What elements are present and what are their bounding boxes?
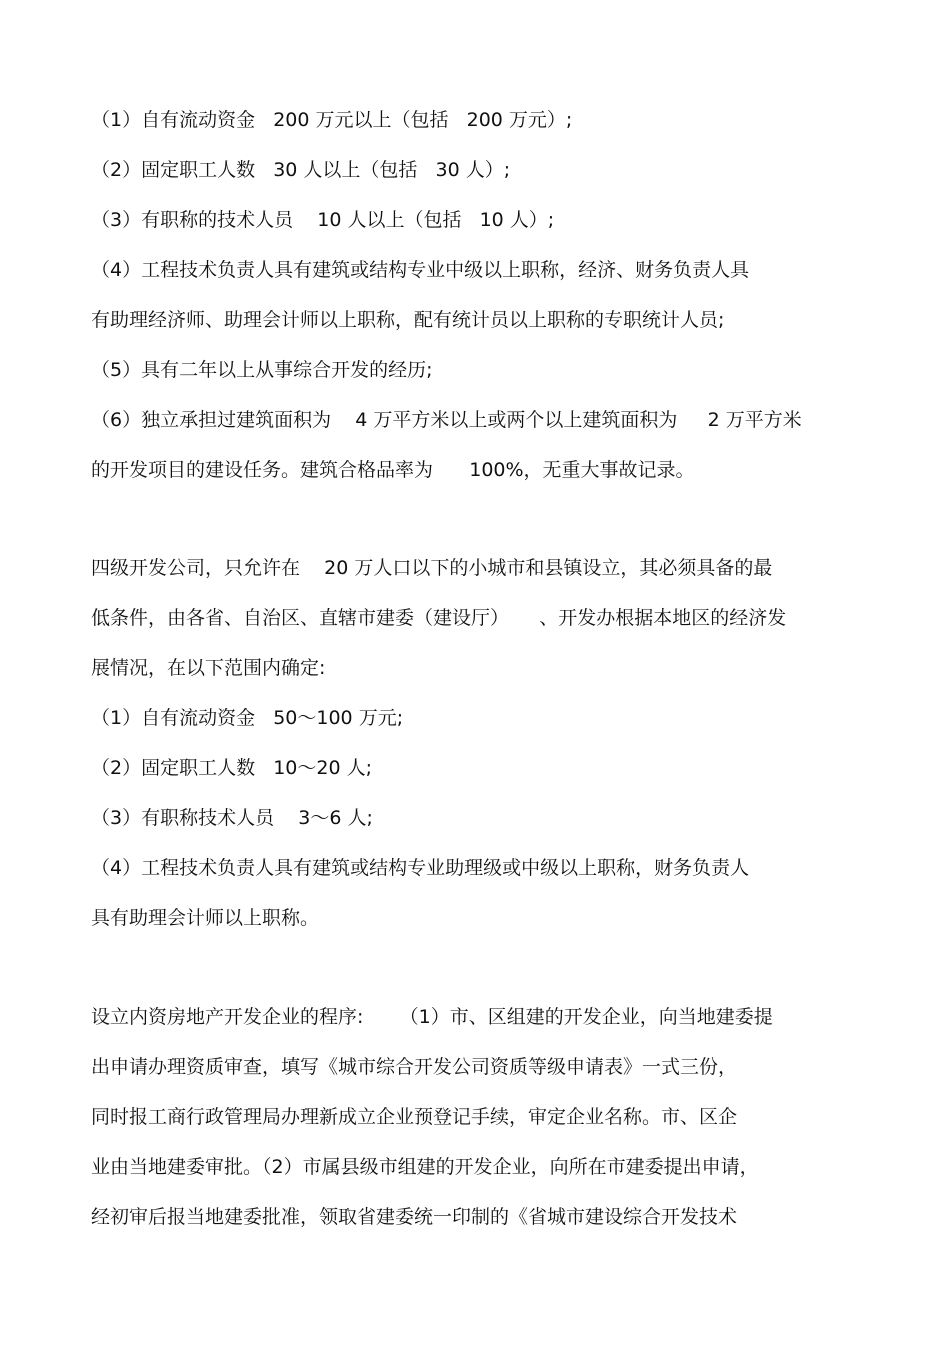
text-line: （4）工程技术负责人具有建筑或结构专业助理级或中级以上职称，财务负责人: [91, 857, 750, 879]
text-line: 出申请办理资质审查，填写《城市综合开发公司资质等级申请表》一式三份，: [91, 1056, 738, 1078]
text-line: （4）工程技术负责人具有建筑或结构专业中级以上职称，经济、财务负责人具: [91, 259, 750, 281]
text-line: （6）独立承担过建筑面积为 4 万平方米以上或两个以上建筑面积为 2 万平方米: [91, 409, 802, 431]
text-line: 低条件，由各省、自治区、直辖市建委（建设厅） 、开发办根据本地区的经济发: [91, 607, 787, 629]
text-line: 经初审后报当地建委批准，领取省建委统一印制的《省城市建设综合开发技术: [91, 1206, 738, 1228]
text-line: （3）有职称的技术人员 10 人以上（包括 10 人）;: [91, 209, 555, 231]
text-line: 业由当地建委审批。（2）市属县级市组建的开发企业，向所在市建委提出申请，: [91, 1156, 759, 1178]
text-line: 设立内资房地产开发企业的程序: （1）市、区组建的开发企业，向当地建委提: [91, 1006, 773, 1028]
text-line: （2）固定职工人数 10～20 人;: [91, 757, 373, 779]
text-line: 具有助理会计师以上职称。: [91, 907, 320, 929]
text-line: 的开发项目的建设任务。建筑合格品率为 100%，无重大事故记录。: [91, 459, 695, 481]
text-line: （5）具有二年以上从事综合开发的经历;: [91, 359, 433, 381]
text-line: 同时报工商行政管理局办理新成立企业预登记手续，审定企业名称。市、区企: [91, 1106, 738, 1128]
text-line: 有助理经济师、助理会计师以上职称，配有统计员以上职称的专职统计人员;: [91, 309, 725, 331]
text-line: 展情况，在以下范围内确定:: [91, 657, 326, 679]
text-line: （1）自有流动资金 200 万元以上（包括 200 万元）;: [91, 109, 573, 131]
text-line: （2）固定职工人数 30 人以上（包括 30 人）;: [91, 159, 511, 181]
text-line: （3）有职称技术人员 3～6 人;: [91, 807, 373, 829]
text-line: 四级开发公司，只允许在 20 万人口以下的小城市和县镇设立，其必须具备的最: [91, 557, 773, 579]
text-line: （1）自有流动资金 50～100 万元;: [91, 707, 404, 729]
